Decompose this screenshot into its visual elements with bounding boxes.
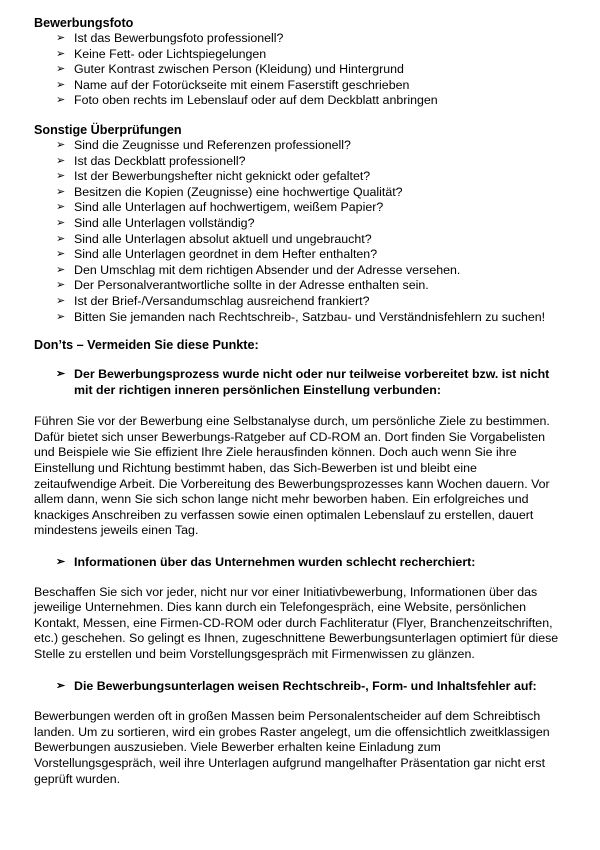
list-item-text: Sind die Zeugnisse und Referenzen professionell?	[74, 137, 351, 152]
list-item-text: Ist das Deckblatt professionell?	[74, 153, 246, 168]
list-item	[34, 169, 562, 185]
list-item	[34, 200, 562, 216]
arrow-bullet-icon: ➢	[56, 170, 66, 183]
arrow-bullet-icon: ➢	[56, 556, 66, 569]
list-item-text: Sind alle Unterlagen vollständig?	[74, 215, 255, 230]
arrow-bullet-icon: ➢	[56, 154, 66, 167]
list-item	[34, 185, 562, 201]
arrow-bullet-icon: ➢	[56, 63, 66, 76]
list-item-text: Name auf der Fotorückseite mit einem Faserstift geschrieben	[74, 77, 410, 92]
list-item-text: Bitten Sie jemanden nach Rechtschreib-, Satzbau- und Verständnisfehlern zu suchen!	[74, 309, 546, 324]
subheading-text: Informationen über das Unternehmen wurden schlecht recherchiert:	[74, 555, 476, 570]
list-item	[34, 47, 562, 63]
arrow-bullet-icon: ➢	[56, 32, 66, 44]
section-title-bewerbungsfoto: Bewerbungsfoto	[34, 16, 134, 30]
section-title-sonstige: Sonstige Überprüfungen	[34, 122, 182, 137]
section-title-donts: Don’ts – Vermeiden Sie diese Punkte:	[34, 338, 259, 353]
subheading-vorbereitung	[34, 367, 562, 398]
list-item-text: Besitzen die Kopien (Zeugnisse) eine hochwertige Qualität?	[74, 184, 403, 199]
paragraph-vorbereitung: Führen Sie vor der Bewerbung eine Selbstanalyse durch, um persönliche Ziele zu bestimmen. Dafür bietet sich unser Bewerbungs-Ratgeber auf CD-ROM an. Dort finden Sie Vorgabelisten und Beispiele wie Sie effizient Ihre Ziele herausfinden können. Doch auch wenn Sie ihre Einstellung und Richtung bestimmt haben, das Sich-Bewerben ist und bleibt eine zeitaufwendige Arbeit. Die Vorbereitung des Bewerbungsprozesses kann Wochen dauern. Vor allem dann, wenn Sie sich schon lange nicht mehr beworben haben. Ein erfolgreiches und knackiges Anschreiben zu verfassen sowie einen optimalen Lebenslauf zu erstellen, dauert mindestens jeweils einen Tag.	[34, 414, 550, 538]
arrow-bullet-icon: ➢	[56, 47, 66, 60]
list-item-text: Foto oben rechts im Lebenslauf oder auf dem Deckblatt anbringen	[74, 93, 438, 108]
list-item	[34, 31, 562, 47]
subheading-text: Der Bewerbungsprozess wurde nicht oder nur teilweise vorbereitet bzw. ist nicht mit der richtigen inneren persönlichen Einstellung verbunden:	[74, 367, 550, 397]
list-item-text: Sind alle Unterlagen geordnet in dem Hefter enthalten?	[74, 247, 378, 262]
paragraph-fehler: Bewerbungen werden oft in großen Massen beim Personalentscheider auf dem Schreibtisch landen. Um zu sortieren, wird ein grobes Raster angelegt, um die offensichtlich zweitklassigen Bewerbungen auszusieben. Viele Bewerber erhalten keine Einladung zum Vorstellungsgespräch, weil ihre Unterlagen aufgrund mangelhafter Präsentation gar nicht erst geprüft wurden.	[34, 709, 550, 786]
list-item	[34, 294, 562, 310]
subheading-fehler	[34, 679, 562, 695]
arrow-bullet-icon: ➢	[56, 679, 66, 692]
arrow-bullet-icon: ➢	[56, 78, 66, 91]
list-item	[34, 263, 562, 279]
arrow-bullet-icon: ➢	[56, 294, 66, 307]
subheading-text: Die Bewerbungsunterlagen weisen Rechtschreib-, Form- und Inhaltsfehler auf:	[74, 678, 537, 693]
list-item	[34, 278, 562, 294]
paragraph-recherche: Beschaffen Sie sich vor jeder, nicht nur vor einer Initiativbewerbung, Informationen über das jeweilige Unternehmen. Dies kann durch ein Telefongespräch, eine Website, persönlichen Kontakt, Messen, eine Firmen-CD-ROM oder durch Fachliteratur (Flyer, Branchenzeitschriften, etc.) geschehen. So gelingt es Ihnen, zugeschnittene Bewerbungsunterlagen optimiert für diese Stelle zu erstellen und beim Vorstellungsgespräch mit Firmenwissen zu glänzen.	[34, 584, 559, 661]
list-item-text: Sind alle Unterlagen auf hochwertigem, weißem Papier?	[74, 200, 384, 215]
list-item-text: Der Personalverantwortliche sollte in der Adresse enthalten sein.	[74, 278, 429, 293]
arrow-bullet-icon: ➢	[56, 248, 66, 261]
list-item-text: Sind alle Unterlagen absolut aktuell und ungebraucht?	[74, 231, 372, 246]
list-item	[34, 216, 562, 232]
arrow-bullet-icon: ➢	[56, 368, 66, 381]
list-item-text: Guter Kontrast zwischen Person (Kleidung) und Hintergrund	[74, 62, 404, 77]
list-item	[34, 93, 562, 109]
list-item	[34, 154, 562, 170]
arrow-bullet-icon: ➢	[56, 216, 66, 229]
list-item-text: Ist der Bewerbungshefter nicht geknickt oder gefaltet?	[74, 169, 371, 184]
subheading-recherche	[34, 555, 562, 571]
arrow-bullet-icon: ➢	[56, 279, 66, 292]
arrow-bullet-icon: ➢	[56, 94, 66, 107]
document-content	[34, 15, 562, 787]
list-item-text: Ist das Bewerbungsfoto professionell?	[74, 31, 284, 45]
arrow-bullet-icon: ➢	[56, 310, 66, 323]
arrow-bullet-icon: ➢	[56, 263, 66, 276]
list-item	[34, 310, 562, 326]
arrow-bullet-icon: ➢	[56, 138, 66, 151]
checklist-bewerbungsfoto	[34, 31, 562, 109]
list-item	[34, 62, 562, 78]
list-item-text: Ist der Brief-/Versandumschlag ausreichend frankiert?	[74, 293, 370, 308]
arrow-bullet-icon: ➢	[56, 185, 66, 198]
checklist-sonstige	[34, 138, 562, 325]
list-item-text: Keine Fett- oder Lichtspiegelungen	[74, 46, 267, 61]
list-item-text: Den Umschlag mit dem richtigen Absender und der Adresse versehen.	[74, 262, 461, 277]
list-item	[34, 247, 562, 263]
list-item	[34, 138, 562, 154]
list-item	[34, 78, 562, 94]
arrow-bullet-icon: ➢	[56, 201, 66, 214]
list-item	[34, 232, 562, 248]
arrow-bullet-icon: ➢	[56, 232, 66, 245]
